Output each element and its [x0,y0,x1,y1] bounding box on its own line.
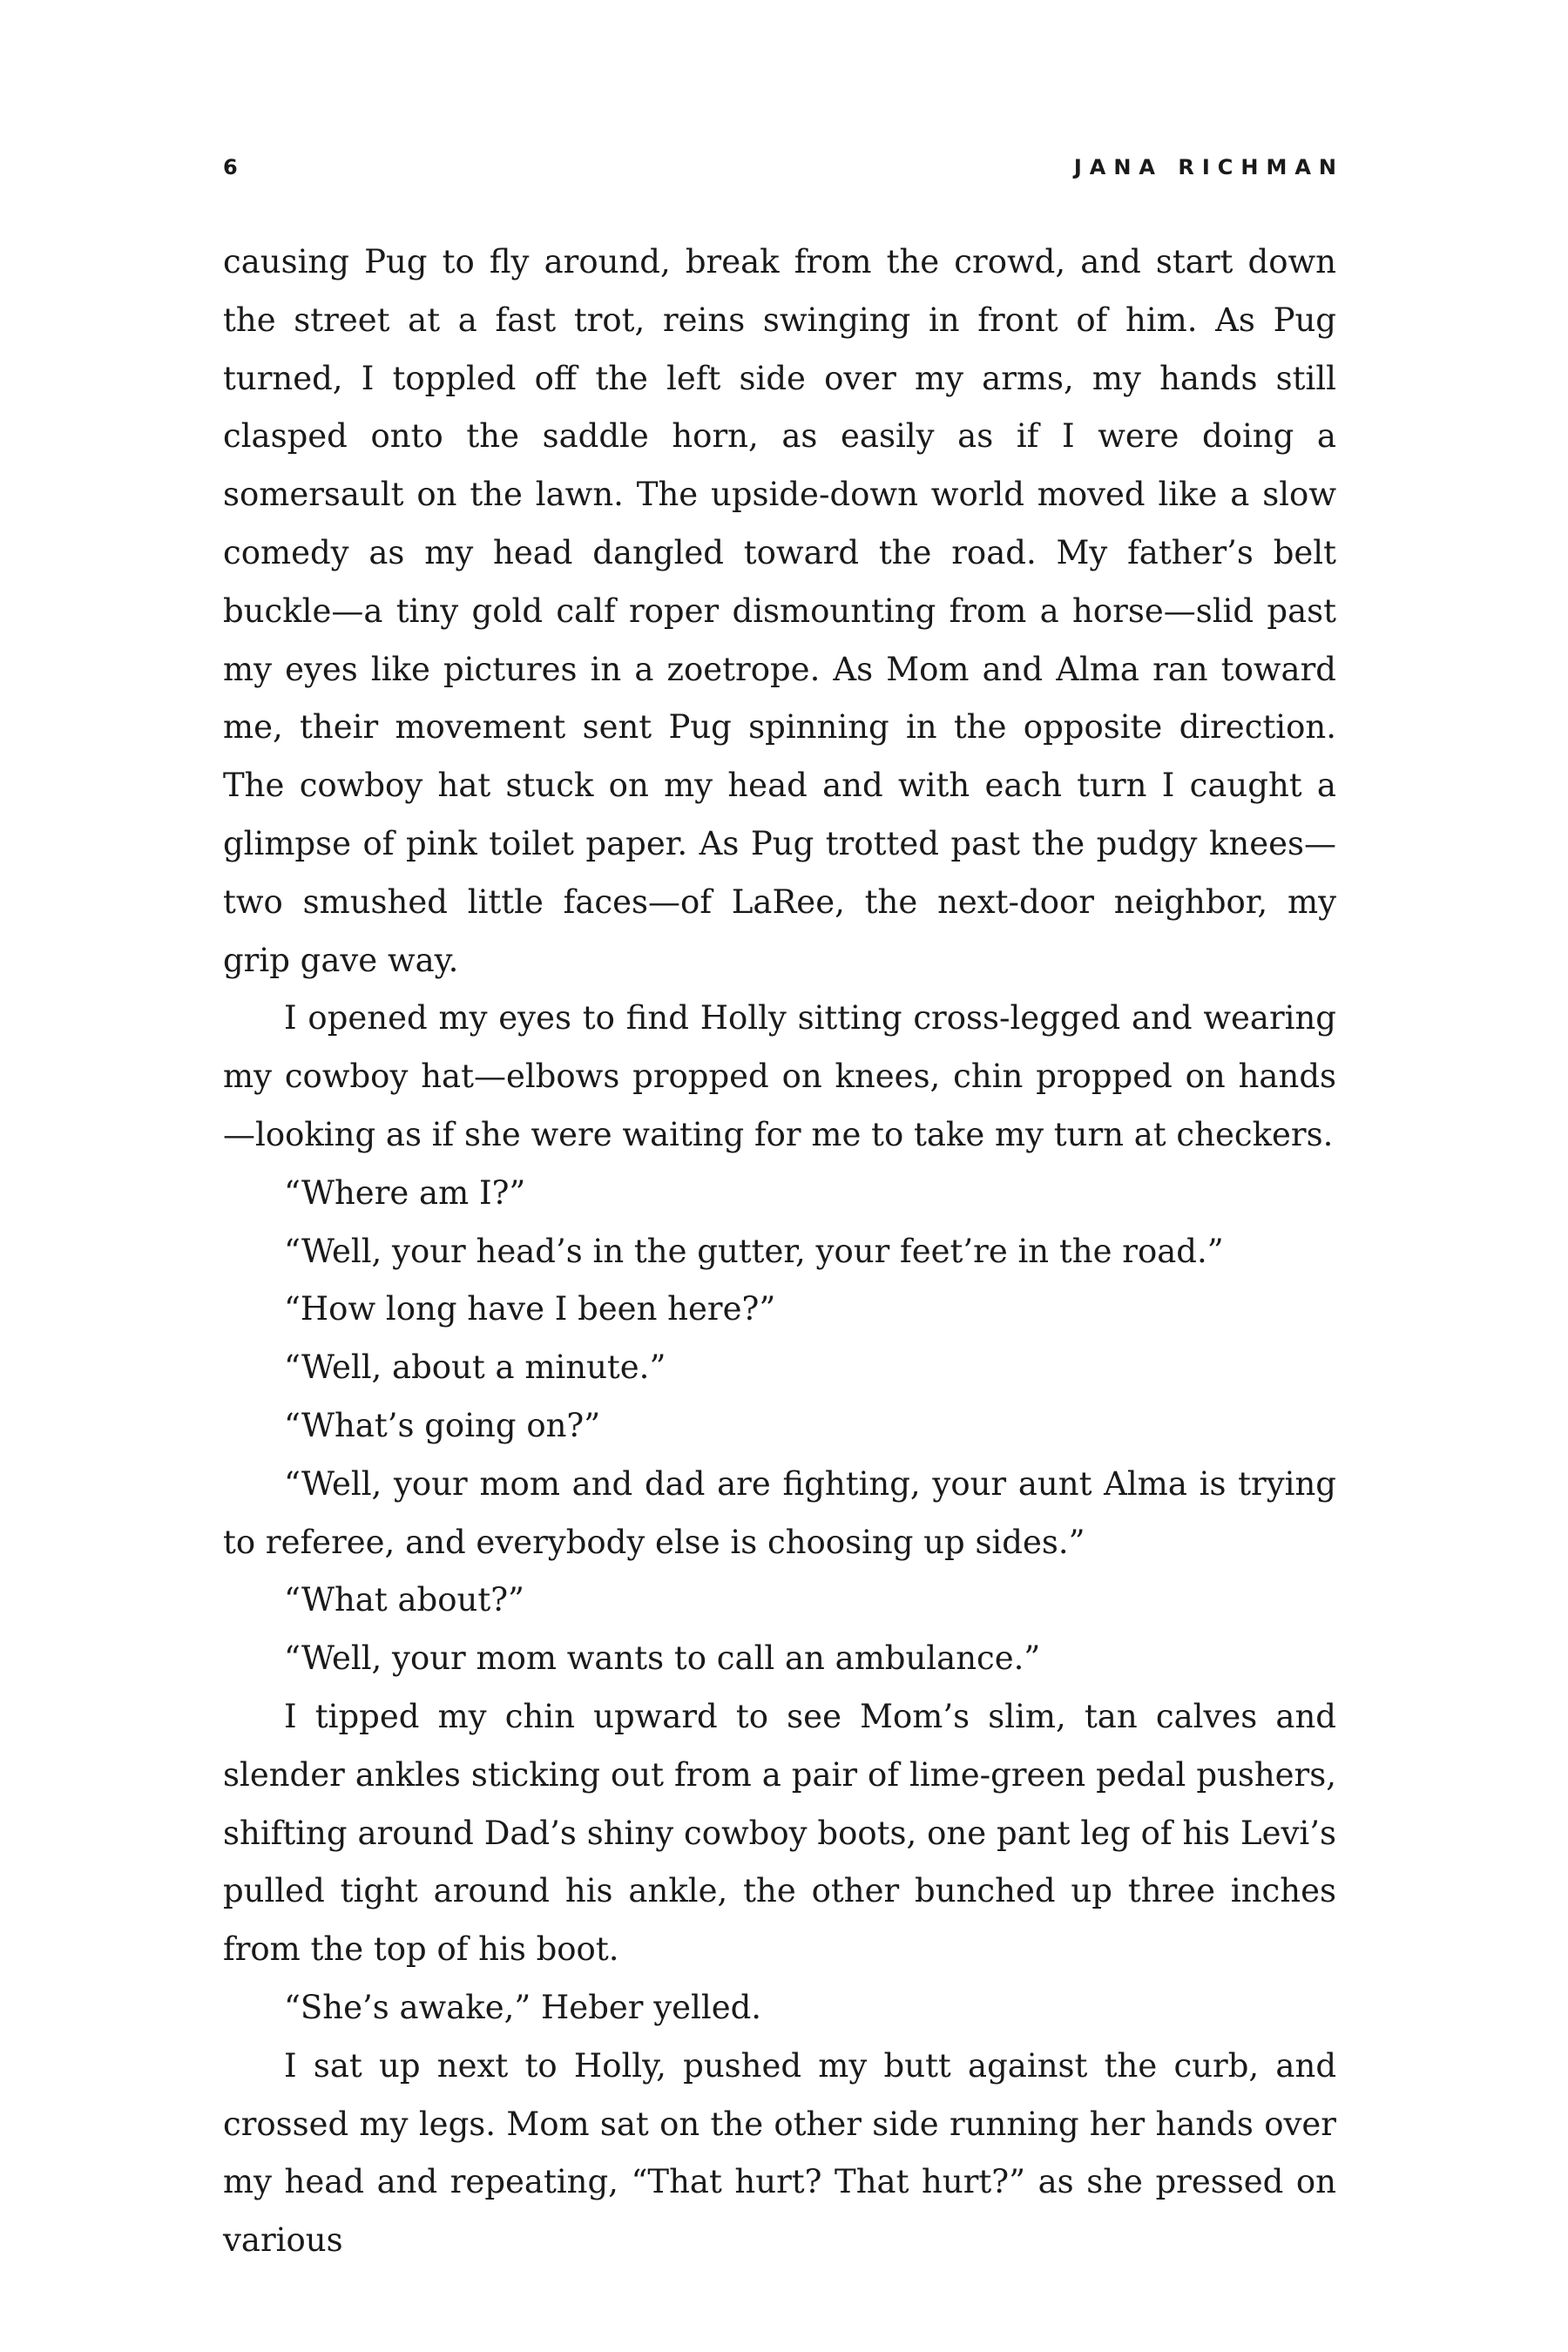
paragraph: I sat up next to Holly, pushed my butt against the curb, and crossed my legs. Mom sat on the other side running her hands over my head and repeating, “That hurt? That hurt?” as she pressed on various [223,2046,1336,2260]
paragraph: I tipped my chin upward to see Mom’s slim, tan calves and slender ankles sticking out from a pair of lime-green pedal pushers, shifting around Dad’s shiny cowboy boots, one pant leg of his Levi’s pulled tight around his ankle, the other bunched up three inches from the top of his boot. [223,1697,1336,1969]
dialogue-line: “Well, your mom and dad are fighting, your aunt Alma is trying to referee, and everybody else is choosing up sides.” [223,1464,1336,1561]
dialogue-line: “She’s awake,” Heber yelled. [284,1988,762,2026]
paragraph: causing Pug to fly around, break from the crowd, and start down the street at a fast trot, reins swinging in front of him. As Pug turned, I toppled off the left side over my arms, my hands still clasped onto the saddle horn, as easily as if I were doing a somersault on the lawn. The upside-down world moved like a slow comedy as my head dangled toward the road. My father’s belt buckle—a tiny gold calf roper dismounting from a horse—slid past my eyes like pictures in a zoetrope. As Mom and Alma ran toward me, their movement sent Pug spinning in the opposite direction. The cowboy hat stuck on my head and with each turn I caught a glimpse of pink toilet paper. As Pug trotted past the pudgy knees—two smushed little faces—of LaRee, the next-door neighbor, my grip gave way. [223,243,1336,979]
running-head-author: JANA RICHMAN [1073,155,1344,179]
dialogue-line: “Where am I?” [284,1173,526,1212]
dialogue-line: “Well, your mom wants to call an ambulance.” [284,1639,1041,1678]
paragraph: I opened my eyes to find Holly sitting cross-legged and wearing my cowboy hat—elbows propped on knees, chin propped on hands—looking as if she were waiting for me to take my turn at checkers. [223,999,1336,1153]
page-number: 6 [223,155,239,179]
dialogue-line: “What about?” [284,1581,524,1619]
dialogue-line: “How long have I been here?” [284,1290,776,1328]
body-text [223,233,1336,2270]
running-head [223,155,1344,190]
dialogue-line: “Well, your head’s in the gutter, your feet’re in the road.” [284,1232,1224,1270]
dialogue-line: “What’s going on?” [284,1406,601,1444]
dialogue-line: “Well, about a minute.” [284,1348,666,1387]
